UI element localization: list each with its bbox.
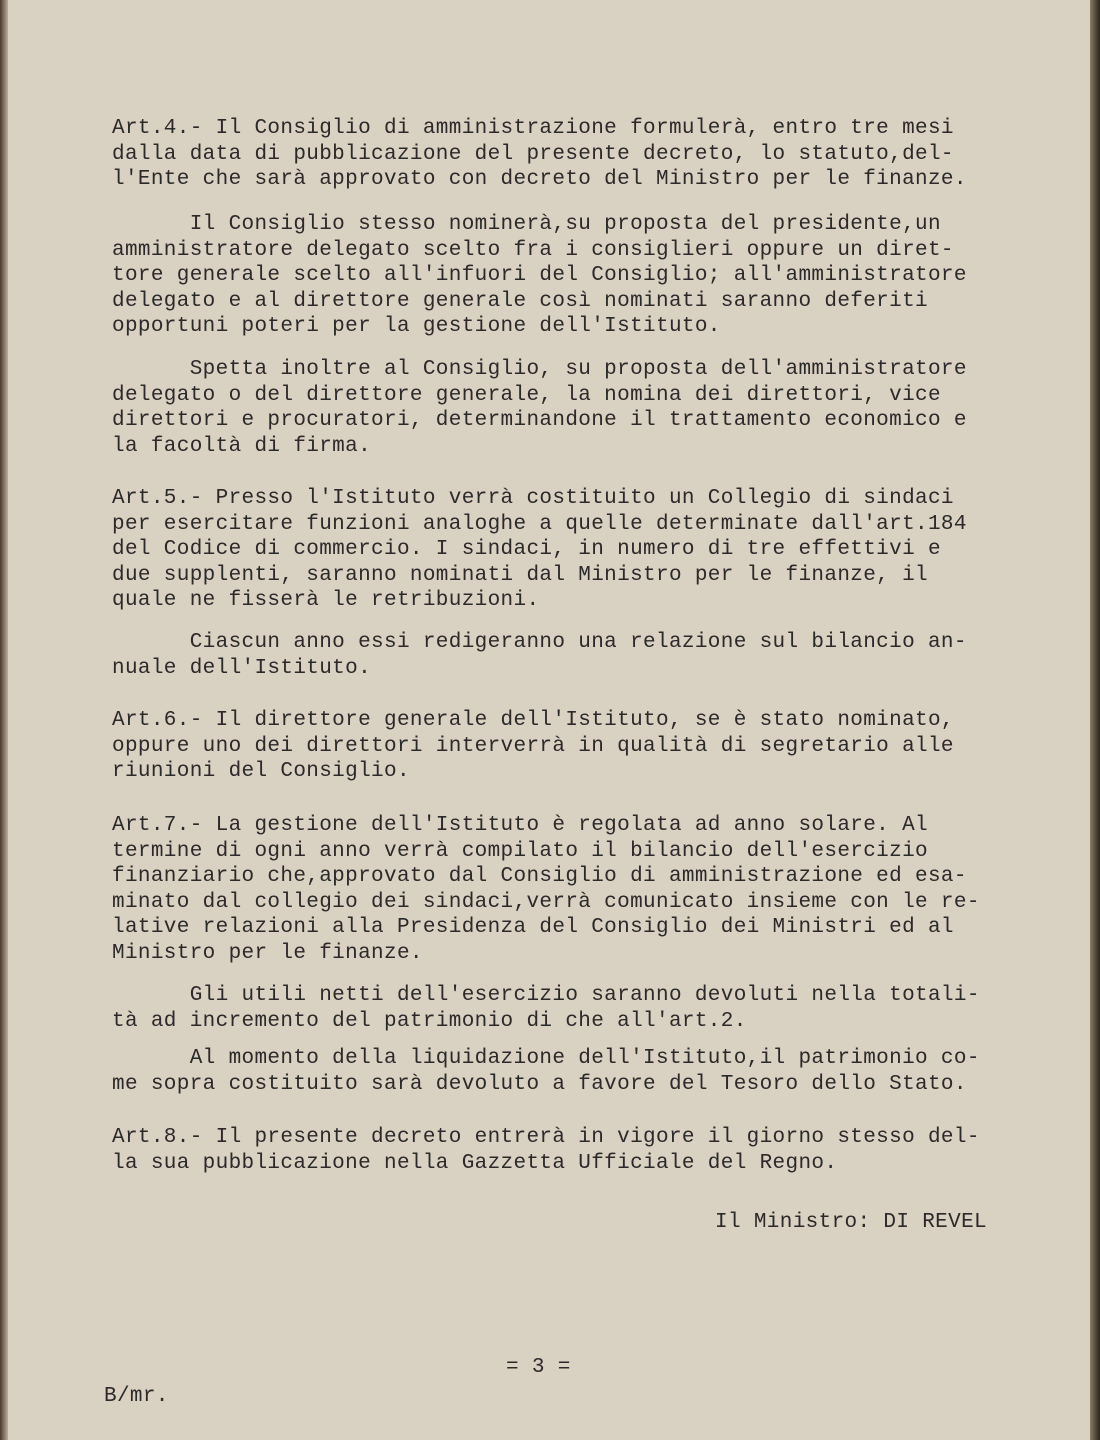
art8-paragraph-1: Art.8.- Il presente decreto entrerà in vigore il giorno stesso del- la sua pubblicazione nella Gazzetta Ufficiale del Regno. [112,1126,980,1175]
art4-paragraph-2: Il Consiglio stesso nominerà,su proposta del presidente,un amministratore delegato scelto fra i consiglieri oppure un diret- tore generale scelto all'infuori del Consiglio; all'amministratore delegato e al direttore generale così nominati saranno deferiti opportuni poteri per la gestione dell'Istituto. [112,213,967,339]
art5-paragraph-2: Ciascun anno essi redigeranno una relazione sul bilancio an- nuale dell'Istituto. [112,631,967,680]
page-number: = 3 = [506,1356,571,1379]
art7-paragraph-2: Gli utili netti dell'esercizio saranno devoluti nella totali- tà ad incremento del patrimonio di che all'art.2. [112,984,980,1033]
binding-edge-right [1090,0,1100,1440]
typist-initials: B/mr. [104,1385,169,1408]
art6-paragraph-1: Art.6.- Il direttore generale dell'Istituto, se è stato nominato, oppure uno dei direttori interverrà in qualità di segretario alle riunioni del Consiglio. [112,709,954,784]
art7-paragraph-1: Art.7.- La gestione dell'Istituto è regolata ad anno solare. Al termine di ogni anno verrà compilato il bilancio dell'esercizio finanziario che,approvato dal Consiglio di amministrazione ed esa- minato dal collegio dei sindaci,verrà comunicato insieme con le re- lative relazioni alla Presidenza del Consiglio dei Ministri ed al Ministro per le finanze. [112,814,980,965]
signature-line: Il Ministro: DI REVEL [715,1211,987,1234]
art5-paragraph-1: Art.5.- Presso l'Istituto verrà costituito un Collegio di sindaci per esercitare funzioni analoghe a quelle determinate dall'art.184 del Codice di commercio. I sindaci, in numero di tre effettivi e due supplenti, saranno nominati dal Ministro per le finanze, il quale ne fisserà le retribuzioni. [112,487,967,613]
art7-paragraph-3: Al momento della liquidazione dell'Istituto,il patrimonio co- me sopra costituito sarà devoluto a favore del Tesoro dello Stato. [112,1047,980,1096]
art4-paragraph-3: Spetta inoltre al Consiglio, su proposta dell'amministratore delegato o del direttore generale, la nomina dei direttori, vice direttori e procuratori, determinandone il trattamento economico e la facoltà di firma. [112,358,967,458]
art4-paragraph-1: Art.4.- Il Consiglio di amministrazione formulerà, entro tre mesi dalla data di pubblicazione del presente decreto, lo statuto,del- l'Ente che sarà approvato con decreto del Ministro per le finanze. [112,117,967,192]
binding-edge-left [0,0,8,1440]
